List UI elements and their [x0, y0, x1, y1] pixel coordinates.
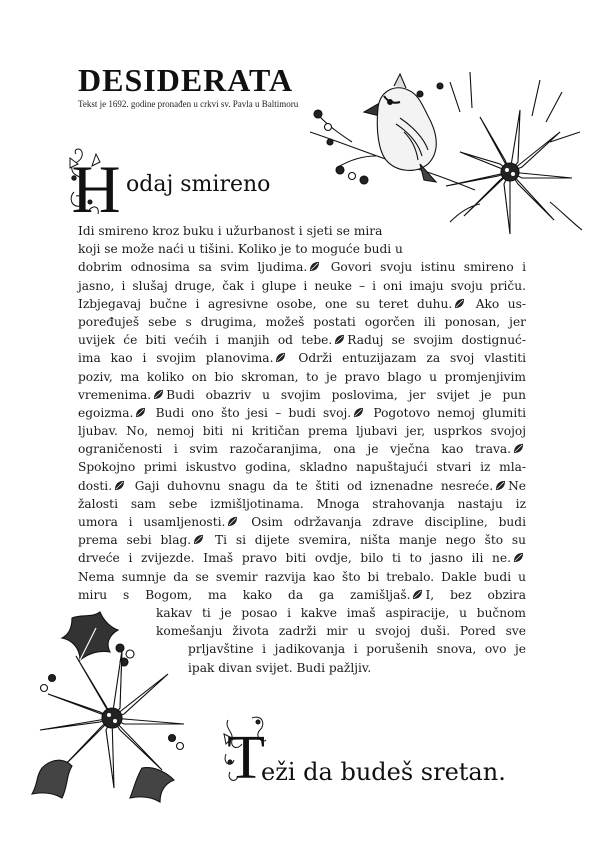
- body-text-segment: Budi obazriv u svojim poslovima, jer svijet je pun: [166, 387, 526, 402]
- body-text-segment: žalosti sam sebe izmišljotinama. Mnoga strahovanja nastaju iz: [78, 496, 526, 511]
- body-line: [78, 368, 526, 386]
- body-line: [78, 440, 526, 458]
- body-line: [78, 240, 526, 258]
- leaf-icon: [412, 587, 423, 598]
- body-line: [78, 331, 526, 349]
- leaf-icon: [309, 259, 320, 270]
- body-text-segment: ljubav. No, nemoj biti ni kritičan prema ljubavi jer, usprkos svojoj: [78, 424, 526, 439]
- document-title: DESIDERATA: [78, 62, 294, 98]
- body-text-segment: Izbjegavaj bučne i agresivne osobe, one su teret duhu.: [78, 296, 453, 311]
- body-text-segment: egoizma.: [78, 405, 134, 420]
- body-text-segment: dobrim odnosima sa svim ljudima.: [78, 260, 308, 275]
- body-text-segment: ipak divan svijet. Budi pažljiv.: [188, 660, 372, 675]
- body-line: [78, 404, 526, 422]
- body-text-segment: I, bez obzira: [425, 587, 526, 602]
- leaf-icon: [227, 514, 238, 525]
- document-subtitle: Tekst je 1692. godine pronađen u crkvi sv. Pavla u Baltimoru: [78, 99, 299, 109]
- body-line: [78, 349, 526, 367]
- body-line: [188, 640, 526, 658]
- body-text-segment: Osim održavanja zdrave discipline, budi: [240, 515, 526, 529]
- leaf-icon: [334, 332, 345, 343]
- body-text-segment: Raduj se svojim dostignuć-: [347, 333, 526, 348]
- dropcap-h-letter: H: [71, 151, 121, 218]
- body-text-segment: drveće i zvijezde. Imaš pravo biti ovdje, bilo ti to jasno ili ne.: [78, 551, 511, 566]
- body-line: [78, 495, 526, 513]
- body-line: [78, 277, 526, 295]
- leaf-icon: [513, 550, 524, 561]
- body-line: [156, 622, 526, 640]
- dropcap-t-letter: T: [227, 724, 265, 786]
- holly-poinsettia-illustration: [22, 608, 192, 808]
- body-line: [78, 549, 526, 567]
- body-line: [78, 386, 526, 404]
- body-text-segment: poređuješ sebe s drugima, možeš postati ogorčen ili ponosan, jer: [78, 314, 526, 329]
- leaf-icon: [513, 441, 524, 452]
- body-text-segment: koji se može naći u tišini. Koliko je to moguće budi u: [78, 242, 403, 257]
- body-text-segment: Nema sumnje da se svemir razvija kao što bi trebalo. Dakle budi u: [78, 569, 526, 584]
- leaf-icon: [495, 478, 506, 489]
- body-line: [78, 477, 526, 495]
- heading-strive-to-be-happy: eži da budeš sretan.: [261, 758, 506, 786]
- body-text-segment: ima kao i svojim planovima.: [78, 351, 274, 366]
- body-line: [78, 568, 526, 586]
- body-line: [78, 258, 526, 276]
- body-line: [188, 659, 526, 677]
- body-text-segment: Gaji duhovnu snagu da te štiti od iznenadne nesreće.: [127, 478, 494, 493]
- body-line: [78, 422, 526, 440]
- body-line: [78, 222, 526, 240]
- body-text-segment: Pogotovo nemoj glumiti: [366, 405, 527, 420]
- body-text-segment: Govori svoju istinu smireno i: [322, 260, 526, 275]
- body-text-segment: vremenima.: [78, 387, 152, 402]
- body-text-segment: prljavštine i jadikovanja i porušenih snova, ovo je: [188, 642, 526, 657]
- leaf-icon: [193, 532, 204, 543]
- body-text-segment: Spokojno primi iskustvo godina, skladno napuštajući stvari iz mla-: [78, 460, 526, 475]
- body-text-segment: prema sebi blag.: [78, 533, 192, 548]
- body-line: [156, 604, 526, 622]
- body-line: [78, 531, 526, 549]
- body-text-segment: Ti si dijete svemira, ništa manje nego što su: [206, 533, 526, 548]
- leaf-icon: [353, 405, 364, 416]
- leaf-icon: [153, 387, 164, 398]
- body-text-segment: dosti.: [78, 478, 113, 493]
- body-text-segment: Idi smireno kroz buku i užurbanost i sjeti se mira: [78, 224, 383, 238]
- body-text-segment: Ne: [508, 478, 526, 493]
- body-line: [78, 586, 526, 604]
- body-line: [78, 513, 526, 531]
- ornamental-dropcap-h: [66, 146, 126, 218]
- body-text-segment: Budi ono što jesi – budi svoj.: [148, 405, 352, 420]
- leaf-icon: [114, 478, 125, 489]
- body-text-segment: ograničenosti i svim razočaranjima, ona je vječna kao trava.: [78, 442, 511, 457]
- cardinal-bird-poinsettia-illustration: [300, 72, 590, 237]
- body-text-segment: jasno, i slušaj druge, čak i glupe i neuke – i oni imaju svoju priču.: [78, 278, 526, 293]
- body-text-segment: komešanju života zadrži mir u svojoj duši. Pored sve: [156, 624, 526, 639]
- body-line: [78, 313, 526, 331]
- body-text-segment: poziv, ma koliko on bio skroman, to je pravo blago u promjenjivim: [78, 369, 526, 384]
- body-text-segment: uvijek će biti većih i manjih od tebe.: [78, 333, 333, 348]
- body-line: [78, 458, 526, 476]
- body-text-segment: kakav ti je posao i kakve imaš aspiracije, u bučnom: [156, 605, 526, 620]
- body-text-segment: Održi entuzijazam za svoj vlastiti: [288, 351, 527, 366]
- body-text-segment: umora i usamljenosti.: [78, 515, 226, 529]
- body-text-segment: miru s Bogom, ma kako da ga zamišljaš.: [78, 587, 411, 602]
- body-text-segment: Ako us-: [467, 296, 526, 311]
- leaf-icon: [135, 405, 146, 416]
- body-line: [78, 295, 526, 313]
- leaf-icon: [454, 296, 465, 307]
- leaf-icon: [275, 350, 286, 361]
- heading-walk-calmly: odaj smireno: [126, 172, 271, 197]
